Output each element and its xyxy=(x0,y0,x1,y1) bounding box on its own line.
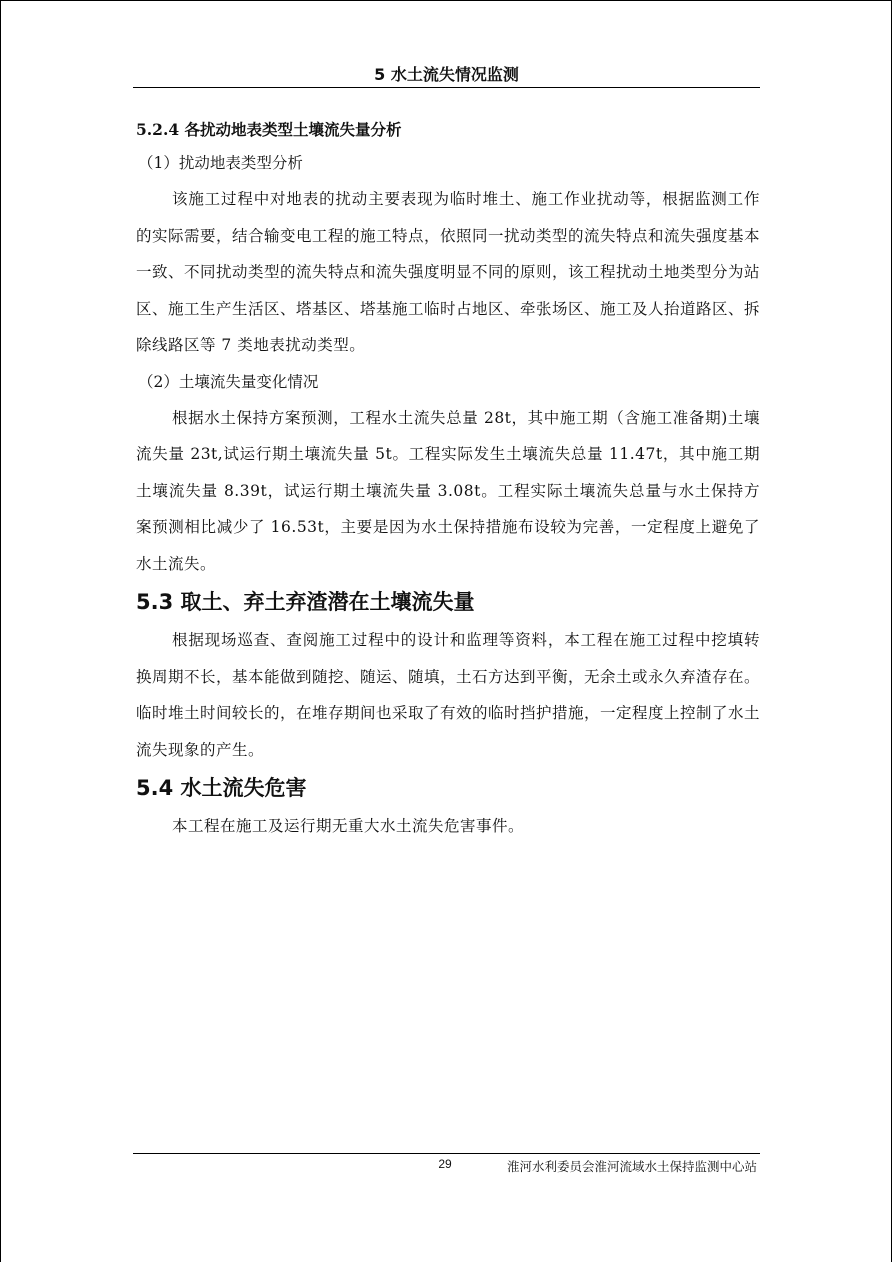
item-1-label: （1）扰动地表类型分析 xyxy=(138,154,303,172)
page-border-top xyxy=(0,0,892,1)
paragraph-soil-loss-change: 根据水土保持方案预测，工程水土流失总量 28t，其中施工期（含施工准备期)土壤流失量 23t,试运行期土壤流失量 5t。工程实际发生土壤流失总量 11.47t，其中施工期土壤流失量 8.39t，试运行期土壤流失量 3.08t。工程实际土壤流失总量与水土保持方案预测相比减少了 16.53t，主要是因为水土保持措施布设较为完善，一定程度上避免了水土流失。 xyxy=(136,408,760,573)
paragraph-spoil-loss: 根据现场巡查、查阅施工过程中的设计和监理等资料，本工程在施工过程中挖填转换周期不长，基本能做到随挖、随运、随填，土石方达到平衡，无余土或永久弃渣存在。临时堆土时间较长的，在堆存期间也采取了有效的临时挡护措施，一定程度上控制了水土流失现象的产生。 xyxy=(136,631,761,759)
footer-rule xyxy=(133,1153,760,1154)
header-rule xyxy=(133,87,760,88)
page-border-left xyxy=(0,0,1,1262)
section-5-2-4-heading: 5.2.4 各扰动地表类型土壤流失量分析 xyxy=(136,120,402,139)
page-body xyxy=(136,115,760,845)
page-number: 29 xyxy=(438,1157,452,1171)
item-2-label: （2）土壤流失量变化情况 xyxy=(138,372,319,391)
running-header: 5 水土流失情况监测 xyxy=(374,65,519,84)
footer-organization: 淮河水利委员会淮河流域水土保持监测中心站 xyxy=(506,1159,757,1174)
section-5-3-heading: 5.3 取土、弃土弃渣潜在土壤流失量 xyxy=(136,590,475,614)
paragraph-hazards: 本工程在施工及运行期无重大水土流失危害事件。 xyxy=(172,817,525,835)
paragraph-disturbance-types: 该施工过程中对地表的扰动主要表现为临时堆土、施工作业扰动等，根据监测工作的实际需要，结合输变电工程的施工特点，依照同一扰动类型的流失特点和流失强度基本一致、不同扰动类型的流失特点和流失强度明显不同的原则，该工程扰动土地类型分为站区、施工生产生活区、塔基区、塔基施工临时占地区、牵张场区、施工及人抬道路区、拆除线路区等 7 类地表扰动类型。 xyxy=(136,190,761,354)
section-5-4-heading: 5.4 水土流失危害 xyxy=(136,776,307,800)
